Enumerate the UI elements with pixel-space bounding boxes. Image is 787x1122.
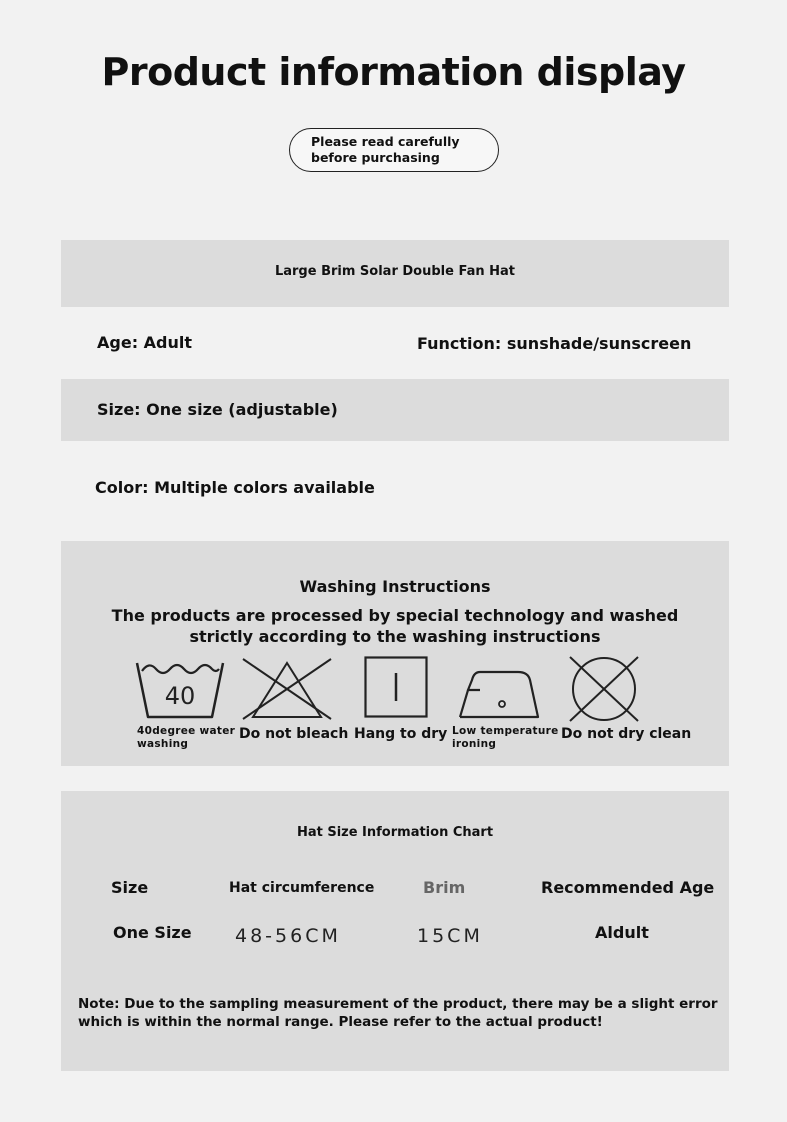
cell-brim: 15CM [417, 925, 483, 947]
cell-recommended-age: Aldult [595, 923, 649, 942]
header-size: Size [111, 878, 149, 897]
no-dry-clean-icon [568, 655, 640, 723]
spec-color: Color: Multiple colors available [95, 478, 375, 497]
product-name: Large Brim Solar Double Fan Hat [274, 264, 516, 279]
header-circumference: Hat circumference [229, 880, 375, 896]
header-recommended-age: Recommended Age [541, 878, 715, 897]
wash-temperature: 40 [164, 682, 196, 710]
no-bleach-icon [239, 657, 335, 721]
washing-title: Washing Instructions [299, 577, 491, 596]
hang-dry-label: Hang to dry [354, 726, 448, 742]
spec-size: Size: One size (adjustable) [97, 400, 338, 419]
size-note: Note: Due to the sampling measurement of the product, there may be a slight error which is within the normal range. Please refer to the actual product! [78, 996, 718, 1030]
size-chart-title: Hat Size Information Chart [296, 825, 494, 840]
hang-dry-icon [364, 656, 428, 718]
no-bleach-label: Do not bleach [239, 726, 349, 742]
no-dry-clean-label: Do not dry clean [561, 726, 692, 742]
notice-badge: Please read carefully before purchasing [289, 128, 499, 172]
wash-40-icon [134, 655, 226, 721]
spec-function: Function: sunshade/sunscreen [417, 334, 692, 353]
page-title: Product information display [101, 50, 686, 94]
spec-age: Age: Adult [97, 333, 193, 352]
wash-40-label: 40degree water washing [137, 725, 236, 750]
cell-circumference: 48-56CM [235, 925, 341, 947]
cell-size: One Size [113, 923, 192, 942]
low-iron-label: Low temperature ironing [452, 725, 559, 750]
washing-description: The products are processed by special technology and washed strictly according to the washing instructions [111, 606, 679, 646]
low-iron-icon [458, 668, 540, 720]
header-brim: Brim [423, 878, 466, 897]
